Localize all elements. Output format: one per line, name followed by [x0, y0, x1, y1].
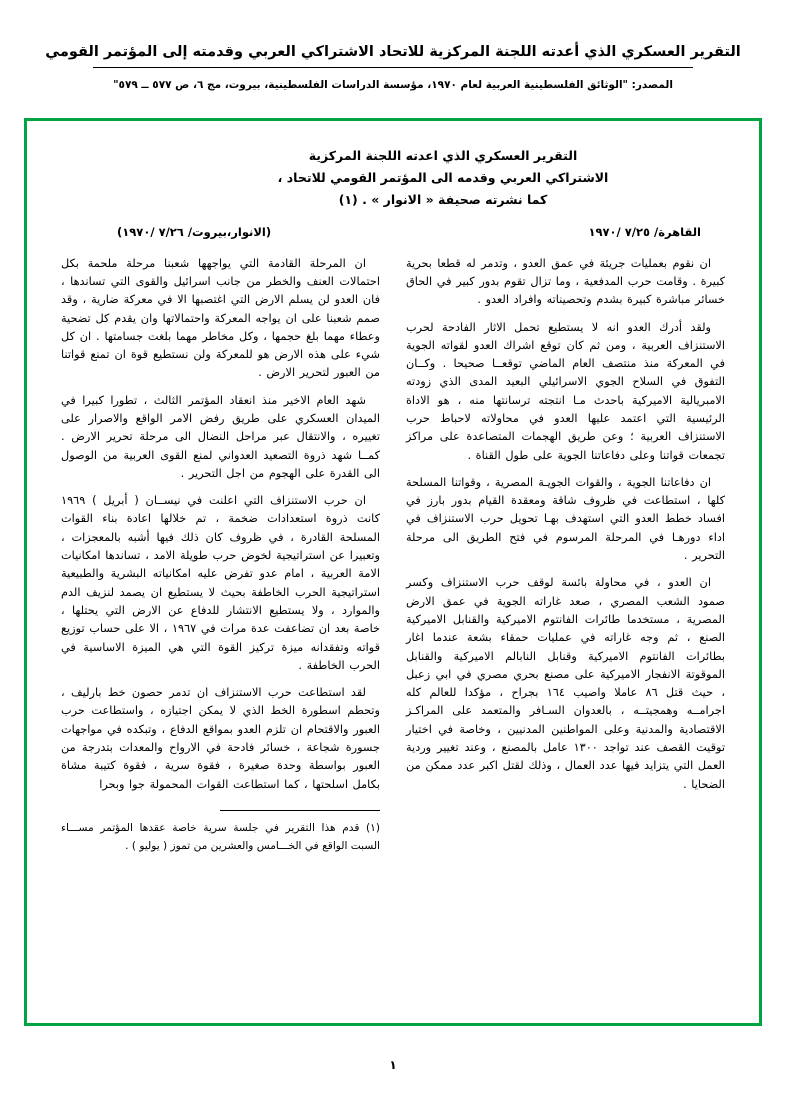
column-left	[57, 255, 380, 856]
title-underline	[93, 67, 693, 68]
body-columns	[57, 255, 729, 856]
report-heading-line-1: التقرير العسكري الذي اعدته اللجنة المركزية	[308, 148, 578, 163]
paragraph: شهد العام الاخير منذ انعقاد المؤتمر الثالث ، تطورا كبيرا في الميدان العسكري على طريق رفض الامر الواقع والاصرار على تغييره ، والانتقال عبر مراحل النضال الى مرحلة تحرير الارض . كمــا شهد ذروة التصعيد العدواني لمنع القوى العربية من الوصول الى القدرة على الهجوم من اجل التحرير .	[61, 393, 380, 480]
report-heading-line-3: كما نشرته صحيفة « الانوار » . (١)	[338, 191, 548, 207]
paragraph: ان المرحلة القادمة التي يواجهها شعبنا مرحلة ملحمة بكل احتمالات العنف والخطر من جانب اسرائيل والقوى التي تساندها ، فان العدو لن يسلم الارض التي اغتصبها الا في معركة ضارية ، وقد صمم شعبنا على ان يواجه المعركة واحتمالاتها وان يقدم كل تضحية وعطاء مهما بلغ حجمها ، وكل مخاطر مهما بلغت جسامتها . ان كل شيء على هذه الارض هو للمعركة ولن نستطيع قوة ان تمنع قواتنا من العبور لتحرير الارض .	[61, 256, 380, 380]
paragraph: ان دفاعاتنا الجوية ، والقوات الجويـة المصرية ، وقواتنا المسلحة كلها ، استطاعت في ظروف شاقة ومعقدة القيام بدور بارز في افساد خطط العدو التي استهدف بهـا تحويل حرب الاستنزاف في اداء دورهـا في المرحلة المرسوم في فتح الطريق الى مرحلة التحرير .	[406, 475, 725, 563]
paragraph: ان حرب الاستنزاف التي اعلنت في نيســان ( أبريل ) ١٩٦٩ كانت ذروة استعدادات ضخمة ، تم خلالها اعادة بناء القوات المسلحة القادرة ، في ظروف كان ذلك فيها أشبه بالمعجزات ، وتعبيرا عن استراتيجية لخوض حرب طويلة الامد ، تساندها امكانيات الامة العربية ، امام عدو تفرض عليه امكانياته البشرية والطبيعية استراتيجية الحرب الخاطفة بحيث لا يستطيع ان يصمد لنزيف الدم والموارد ، ولا يستطيع الانتشار للدفاع عن الارض التي يحتلها ، خاصة بعد ان تضاعفت عدة مرات في ١٩٦٧ ، الا على حساب توزيع قواته وتفقدانه ميزة تركيز القوة التي هي الميزة الاساسية في الحرب الخاطفة .	[61, 494, 380, 672]
document-header	[0, 0, 786, 94]
paragraph: لقد استطاعت حرب الاستنزاف ان تدمر حصون خط بارليف ، وتحطم اسطورة الخط الذي لا يمكن اجتيازه ، واستطاعت حرب العبور والاقتحام ان تلزم العدو بمواقع الدفاع ، وتبكده في مواجهات جسورة شجاعة ، خسائر فادحة في الارواح والمعدات بتدرجة من العبور بواسطة وحدة صغيرة ، فقوة سرية ، فقوة كتيبة مشاة بكامل اسلحتها ، كما استطاعت القوات المحمولة جوا وبحرا	[61, 686, 380, 791]
column-right	[406, 255, 729, 803]
meta-publication: (الانوار،بيروت/ ٧/٢٦ /١٩٧٠)	[117, 224, 272, 239]
content-frame	[24, 118, 762, 1026]
report-heading-line-2: الاشتراكي العربي وقدمه الى المؤتمر القومي للاتحاد ،	[277, 169, 609, 185]
footnote: (١) قدم هذا التقرير في جلسة سرية خاصة عقدها المؤتمر مســـاء السبت الواقع في الخـــامس والعشرين من تموز ( يوليو ) .	[61, 821, 380, 853]
page-number: ١	[389, 1058, 397, 1072]
footnote-divider	[220, 810, 380, 811]
paragraph: ان العدو ، في محاولة بائسة لوقف حرب الاستنزاف وكسر صمود الشعب المصري ، صعد غاراته الجوية في عمق الارض المصرية ، مستخدما طائرات الفانتوم الاميركية والقنابل الاميركية الصنع ، ثم وجه غاراته في عمليات حمقاء بشعة عندما اغار بطائرات الفانتوم الاميركية وقنابل النابالم الاميركية والقنابل الموقوتة الانفجار الاميركية على مصنع بحري مصري في ابي زعبل ، حيث قتل ٨٦ عاملا واصيب ١٦٤ بجراح ، مؤكدا للعالم كله اجرامــه وهمجيتــه ، بالعدوان السـافر والمتعمد على المراكـز الاقتصادية والمدنية وعلى المواطنين المدنيين ، وخاصة في اختيار توقيت القصف عند تواجد ١٣٠٠ عامل بالمصنع ، وعند تغيير وردية العمل التي يتزايد فيها عدد العمال ، وذلك لقتل اكبر عدد ممكن من الضحايا .	[406, 576, 726, 791]
paragraph: ولقد أدرك العدو انه لا يستطيع تحمل الاثار الفادحة لحرب الاستنزاف العربية ، ومن ثم كان توقع اشراك العدو لقواته الجوية في المعركة منذ منتصف العام الماضي توقعــا صحيحا . وكــان التفوق في السلاح الجوي الاسرائيلي البعيد المدى الذي زودته الامبريالية الاميركية باحدث مـا انتجته ترسانتها منه ، هو الاداة الرئيسية التي اعتمد عليها العدو في محاولاته لاحباط حرب الاستنزاف العربية ؛ وعن طريق الهجمات المتصاعدة على مراكز تجمعات قواتنا وعلى دفاعاتنا الجوية على طول القناة .	[406, 320, 725, 462]
document-title: التقرير العسكري الذي أعدته اللجنة المركزية للاتحاد الاشتراكي العربي وقدمته إلى المؤتمر القومي	[45, 44, 741, 60]
meta-place-date: القاهرة/ ٧/٢٥ /١٩٧٠	[588, 224, 701, 239]
document-source: المصدر: "الوثائق الفلسطينية العربية لعام ١٩٧٠، مؤسسة الدراسات الفلسطينية، بيروت، مج ٦، ص ٥٧٧ ــ ٥٧٩"	[113, 78, 673, 91]
report-meta	[57, 225, 729, 239]
paragraph: ان نقوم بعمليات جريئة في عمق العدو ، وتدمر له قطعا بحرية كبيرة . وقامت حرب المدفعية ، وما تزال تقوم بدور كبير في الحاق خسائر مباشرة كبيرة بشدم وتحصيناته وافراد العدو .	[406, 256, 725, 307]
report-heading	[207, 145, 679, 211]
